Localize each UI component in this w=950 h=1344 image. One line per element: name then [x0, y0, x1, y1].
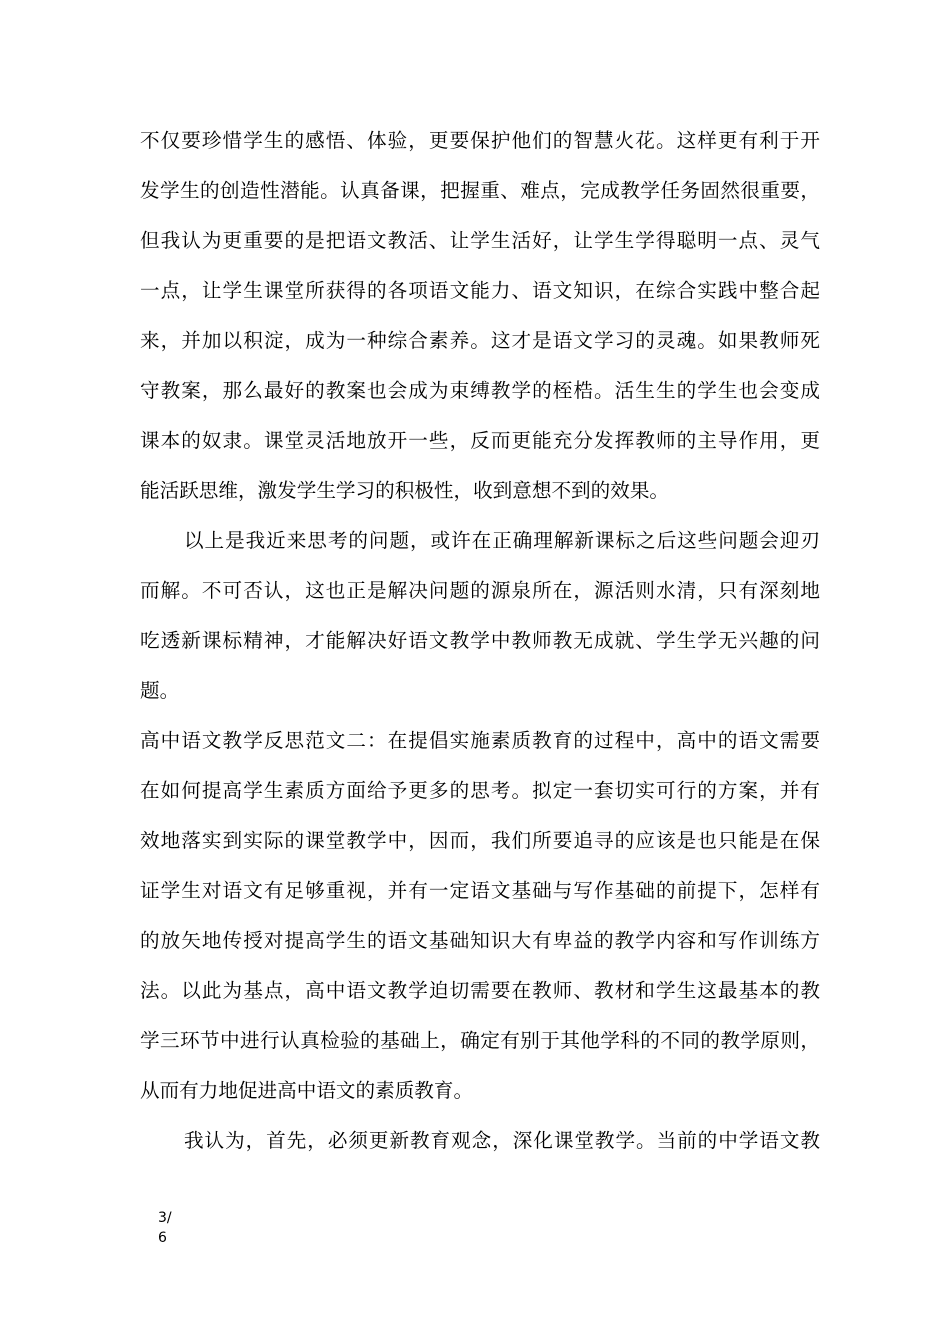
page-number-total: 6 — [158, 1230, 167, 1246]
text-line: 学三环节中进行认真检验的基础上，确定有别于其他学科的不同的教学原则， — [140, 1029, 820, 1052]
text-line: 证学生对语文有足够重视，并有一定语文基础与写作基础的前提下，怎样有 — [140, 879, 820, 902]
text-line: 从而有力地促进高中语文的素质教育。 — [140, 1079, 474, 1102]
text-line: 而解。不可否认，这也正是解决问题的源泉所在，源活则水清，只有深刻地 — [140, 579, 820, 602]
text-line: 题。 — [140, 679, 180, 702]
text-line: 的放矢地传授对提高学生的语文基础知识大有卑益的教学内容和写作训练方 — [140, 929, 820, 952]
text-line: 在如何提高学生素质方面给予更多的思考。拟定一套切实可行的方案，并有 — [140, 779, 820, 802]
text-line: 我认为，首先，必须更新教育观念，深化课堂教学。当前的中学语文教 — [184, 1129, 820, 1152]
text-line: 高中语文教学反思范文二：在提倡实施素质教育的过程中，高中的语文需要 — [140, 729, 820, 752]
text-line: 发学生的创造性潜能。认真备课，把握重、难点，完成教学任务固然很重要， — [140, 179, 820, 202]
text-line: 能活跃思维，激发学生学习的积极性，收到意想不到的效果。 — [140, 479, 670, 502]
text-line: 法。以此为基点，高中语文教学迫切需要在教师、教材和学生这最基本的教 — [140, 979, 820, 1002]
page-number — [158, 1208, 172, 1248]
text-line: 守教案，那么最好的教案也会成为束缚教学的桎梏。活生生的学生也会变成 — [140, 379, 820, 402]
text-line: 不仅要珍惜学生的感悟、体验，更要保护他们的智慧火花。这样更有利于开 — [140, 129, 820, 152]
text-line: 来，并加以积淀，成为一种综合素养。这才是语文学习的灵魂。如果教师死 — [140, 329, 820, 352]
text-line: 吃透新课标精神，才能解决好语文教学中教师教无成就、学生学无兴趣的问 — [140, 629, 820, 652]
text-line: 但我认为更重要的是把语文教活、让学生活好，让学生学得聪明一点、灵气 — [140, 229, 820, 252]
page-number-current: 3/ — [158, 1210, 172, 1226]
text-line: 以上是我近来思考的问题，或许在正确理解新课标之后这些问题会迎刃 — [184, 529, 820, 552]
text-line: 一点，让学生课堂所获得的各项语文能力、语文知识，在综合实践中整合起 — [140, 279, 820, 302]
text-line: 效地落实到实际的课堂教学中，因而，我们所要追寻的应该是也只能是在保 — [140, 829, 820, 852]
text-line: 课本的奴隶。课堂灵活地放开一些，反而更能充分发挥教师的主导作用，更 — [140, 429, 820, 452]
